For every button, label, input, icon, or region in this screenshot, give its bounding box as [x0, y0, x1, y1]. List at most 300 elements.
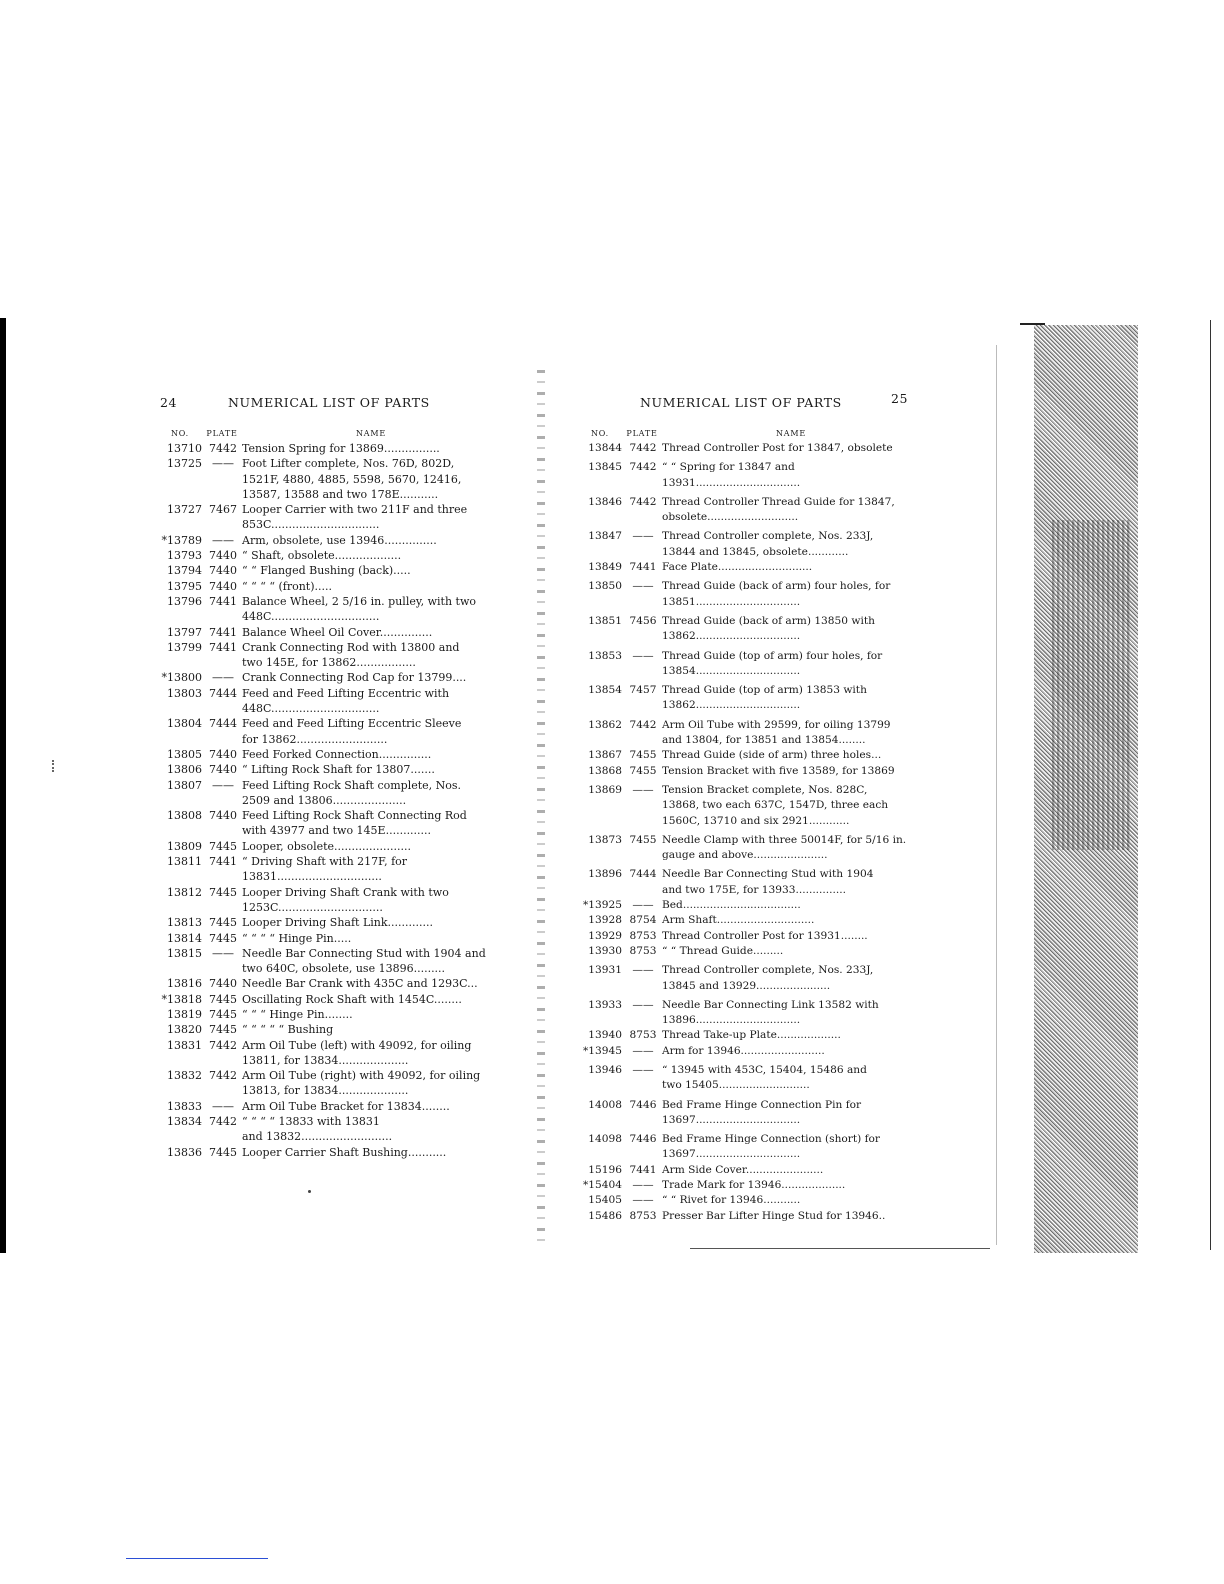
- part-name-line: 13845 and 13929......................: [662, 979, 831, 992]
- table-row: [158, 839, 496, 854]
- plate-number: 7440: [209, 977, 237, 991]
- plate-number: 8753: [629, 1029, 657, 1042]
- part-name-line: Arm Shaft.............................: [662, 914, 815, 927]
- part-name-line: Looper Driving Shaft Crank with two: [242, 885, 449, 899]
- table-row: [158, 502, 496, 533]
- part-name: [242, 762, 496, 777]
- part-name: [662, 441, 916, 456]
- part-name-line: 13896...............................: [662, 1014, 801, 1027]
- part-name-line: Feed Lifting Rock Shaft complete, Nos.: [242, 778, 462, 792]
- part-name: [662, 929, 916, 944]
- part-name: [242, 625, 496, 640]
- part-name: [662, 456, 916, 491]
- plate-number: 7442: [209, 1038, 237, 1052]
- part-name-line: Thread Controller complete, Nos. 233J,: [662, 530, 874, 543]
- plate-number: 8753: [629, 929, 657, 942]
- table-row: [578, 525, 916, 560]
- part-name: [242, 747, 496, 762]
- part-number: 13862: [588, 718, 622, 731]
- part-number: 13873: [588, 833, 622, 846]
- part-number: 13815: [167, 946, 202, 960]
- plate-number: 7440: [209, 747, 237, 761]
- part-number: 13928: [588, 914, 622, 927]
- part-name: [662, 679, 916, 714]
- part-name-line: Presser Bar Lifter Hinge Stud for 13946..: [662, 1209, 886, 1222]
- plate-number: ——: [632, 964, 654, 977]
- plate-number: ——: [632, 530, 654, 543]
- scan-speck: [308, 1190, 311, 1193]
- part-number: 13836: [167, 1145, 202, 1159]
- part-name-line: “ 13945 with 453C, 15404, 15486 and: [662, 1063, 867, 1076]
- table-row: [578, 944, 916, 959]
- plate-number: 7455: [629, 833, 657, 846]
- part-number: 13931: [588, 964, 622, 977]
- part-name-line: Tension Bracket with five 13589, for 13869: [662, 764, 895, 777]
- bottom-link-underline: [126, 1558, 268, 1559]
- part-name-line: Face Plate............................: [662, 561, 813, 574]
- plate-number: 7455: [629, 764, 657, 777]
- plate-number: 7441: [209, 625, 237, 639]
- part-name: [242, 1114, 496, 1145]
- plate-number: ——: [632, 1063, 654, 1076]
- part-name-line: Bed...................................: [662, 899, 801, 912]
- part-name: [662, 645, 916, 680]
- plate-number: 7444: [629, 868, 657, 881]
- part-name-line: two 640C, obsolete, use 13896.........: [242, 962, 446, 976]
- plate-number: 7445: [209, 1007, 237, 1021]
- part-name-line: Thread Controller complete, Nos. 233J,: [662, 964, 874, 977]
- part-name-line: 13844 and 13845, obsolete............: [662, 545, 849, 558]
- part-number: 13727: [167, 503, 202, 517]
- part-name-line: Arm Oil Tube with 29599, for oiling 13799: [662, 718, 891, 731]
- part-name-line: 1521F, 4880, 4885, 5598, 5670, 12416,: [242, 472, 462, 486]
- plate-number: ——: [632, 1194, 654, 1207]
- part-name: [662, 1178, 916, 1193]
- part-number: *13800: [161, 671, 202, 685]
- plate-number: 7445: [209, 885, 237, 899]
- header-name: NAME: [355, 429, 386, 438]
- part-name-line: and 13804, for 13851 and 13854........: [662, 734, 866, 747]
- part-name-line: Looper Driving Shaft Link.............: [242, 916, 434, 930]
- part-number: 13809: [167, 839, 202, 853]
- part-name-line: 1560C, 13710 and six 2921............: [662, 814, 850, 827]
- part-number: 13896: [588, 868, 622, 881]
- plate-number: ——: [632, 1044, 654, 1057]
- part-name-line: 13862...............................: [662, 699, 801, 712]
- part-name-line: 13811, for 13834....................: [242, 1053, 409, 1067]
- part-name-line: “ “ Flanged Bushing (back).....: [242, 564, 411, 578]
- part-number: 15486: [588, 1209, 622, 1222]
- table-row: [578, 748, 916, 763]
- part-name-line: 13697...............................: [662, 1113, 801, 1126]
- table-row: [578, 560, 916, 575]
- table-row: [578, 929, 916, 944]
- part-name-line: Needle Bar Connecting Stud with 1904: [662, 868, 874, 881]
- part-number: 13806: [167, 763, 202, 777]
- plate-number: ——: [212, 671, 234, 685]
- table-row: [578, 610, 916, 645]
- part-name: [662, 764, 916, 779]
- table-row: [158, 762, 496, 777]
- plate-number: ——: [632, 998, 654, 1011]
- part-name: [662, 829, 916, 864]
- part-number: 13819: [167, 1007, 202, 1021]
- plate-number: 7445: [209, 1023, 237, 1037]
- part-name-line: Bed Frame Hinge Connection (short) for: [662, 1133, 880, 1146]
- part-name: [242, 594, 496, 625]
- plate-number: ——: [212, 946, 234, 960]
- part-name-line: Feed and Feed Lifting Eccentric with: [242, 686, 450, 700]
- part-name-line: Needle Clamp with three 50014F, for 5/16 in.: [662, 833, 907, 846]
- part-name: [242, 1145, 496, 1160]
- part-name-line: Looper, obsolete......................: [242, 839, 411, 853]
- part-name: [662, 560, 916, 575]
- table-row: [578, 491, 916, 526]
- table-row: [158, 716, 496, 747]
- header-no: NO.: [590, 429, 610, 438]
- part-name: [242, 1068, 496, 1099]
- table-row: [158, 747, 496, 762]
- part-name-line: and 13832..........................: [242, 1130, 393, 1144]
- header-plate: PLATE: [626, 429, 658, 438]
- part-name-line: Balance Wheel, 2 5/16 in. pulley, with two: [242, 594, 476, 608]
- plate-number: 7442: [629, 718, 657, 731]
- table-row: [578, 779, 916, 829]
- page-edge-line: [996, 345, 997, 1245]
- table-row: [158, 456, 496, 502]
- part-name: [242, 670, 496, 685]
- part-number: 13807: [167, 778, 202, 792]
- part-name-line: Arm for 13946.........................: [662, 1044, 825, 1057]
- part-name-line: Looper Carrier Shaft Bushing...........: [242, 1145, 447, 1159]
- part-number: 13844: [588, 442, 622, 454]
- table-row: [158, 885, 496, 916]
- table-row: [158, 778, 496, 809]
- table-row: [158, 625, 496, 640]
- table-row: [578, 994, 916, 1029]
- part-number: 13793: [167, 549, 202, 563]
- part-number: 13795: [167, 579, 202, 593]
- part-name: [242, 885, 496, 916]
- part-name-line: Thread Guide (top of arm) 13853 with: [662, 684, 867, 697]
- plate-number: 7444: [209, 717, 237, 731]
- table-row: [158, 946, 496, 977]
- part-name: [662, 610, 916, 645]
- part-number: *13818: [161, 992, 202, 1006]
- plate-number: 7445: [209, 931, 237, 945]
- plate-number: 7446: [629, 1098, 657, 1111]
- part-name-line: 13831..............................: [242, 870, 382, 884]
- table-row: [158, 1114, 496, 1145]
- plate-number: ——: [212, 533, 234, 547]
- part-number: 13797: [167, 625, 202, 639]
- plate-number: 7442: [209, 442, 237, 455]
- table-row: [578, 575, 916, 610]
- part-number: 13804: [167, 717, 202, 731]
- part-name-line: Tension Spring for 13869................: [242, 442, 440, 455]
- part-name-line: Foot Lifter complete, Nos. 76D, 802D,: [242, 457, 455, 471]
- plate-number: 7440: [209, 763, 237, 777]
- part-name-line: “ Lifting Rock Shaft for 13807.......: [242, 763, 435, 777]
- part-name-line: Crank Connecting Rod with 13800 and: [242, 640, 460, 654]
- part-name-line: 13862...............................: [662, 630, 801, 643]
- table-row: [578, 898, 916, 913]
- part-name: [242, 1022, 496, 1037]
- part-name-line: Trade Mark for 13946...................: [662, 1179, 846, 1192]
- plate-number: 7445: [209, 839, 237, 853]
- table-row: [158, 441, 496, 456]
- table-row: [158, 1145, 496, 1160]
- right-parts-table: [578, 441, 916, 1224]
- table-row: [158, 915, 496, 930]
- table-row: [158, 594, 496, 625]
- part-name: [242, 579, 496, 594]
- plate-number: 8753: [629, 944, 657, 957]
- scan-noise-dark: [1052, 520, 1132, 850]
- left-page-number: 24: [160, 395, 178, 410]
- part-number: 13799: [167, 640, 202, 654]
- table-row: [578, 1209, 916, 1224]
- plate-number: 7441: [209, 594, 237, 608]
- part-number: *13789: [161, 533, 202, 547]
- part-name: [662, 1059, 916, 1094]
- part-number: 15196: [588, 1163, 622, 1176]
- plate-number: 7440: [209, 549, 237, 563]
- part-name-line: Looper Carrier with two 211F and three: [242, 503, 468, 517]
- plate-number: 7441: [209, 640, 237, 654]
- plate-number: ——: [632, 899, 654, 912]
- part-name-line: 13813, for 13834....................: [242, 1084, 409, 1098]
- part-name-line: Thread Take-up Plate...................: [662, 1029, 841, 1042]
- part-number: 13816: [167, 977, 202, 991]
- part-name: [242, 915, 496, 930]
- part-name-line: Needle Bar Crank with 435C and 1293C...: [242, 977, 478, 991]
- right-page-header: [578, 385, 916, 425]
- part-name-line: “ “ “ “ “ Bushing: [242, 1023, 334, 1037]
- part-name: [242, 563, 496, 578]
- header-plate: PLATE: [206, 429, 238, 438]
- part-number: 13808: [167, 809, 202, 823]
- plate-number: 7446: [629, 1133, 657, 1146]
- part-name: [662, 863, 916, 898]
- plate-number: 7442: [629, 442, 657, 454]
- part-name-line: Arm Oil Tube Bracket for 13834........: [242, 1099, 450, 1113]
- left-page-title: NUMERICAL LIST OF PARTS: [228, 395, 430, 410]
- part-name-line: for 13862..........................: [242, 732, 388, 746]
- part-name-line: 448C...............................: [242, 702, 380, 716]
- part-name: [662, 1209, 916, 1224]
- left-page: [158, 385, 496, 1160]
- part-number: 13845: [588, 461, 622, 474]
- part-name: [242, 976, 496, 991]
- plate-number: 7441: [209, 855, 237, 869]
- part-name: [242, 533, 496, 548]
- plate-number: ——: [632, 783, 654, 796]
- right-column-headers: [578, 425, 916, 441]
- part-name-line: “ “ “ “ 13833 with 13831: [242, 1115, 380, 1129]
- part-name: [242, 931, 496, 946]
- plate-number: 8753: [629, 1209, 657, 1222]
- part-name-line: Thread Controller Post for 13931........: [662, 929, 868, 942]
- plate-number: 7440: [209, 579, 237, 593]
- part-name: [242, 548, 496, 563]
- scan-left-edge: [0, 318, 6, 1253]
- part-name: [242, 1099, 496, 1114]
- part-name-line: Arm Oil Tube (left) with 49092, for oiling: [242, 1038, 472, 1052]
- part-name-line: Tension Bracket complete, Nos. 828C,: [662, 783, 868, 796]
- part-name-line: “ Shaft, obsolete...................: [242, 549, 402, 563]
- part-name-line: 13854...............................: [662, 664, 801, 677]
- plate-number: ——: [212, 457, 234, 471]
- part-name-line: Thread Controller Post for 13847, obsolete: [662, 442, 893, 454]
- plate-number: 7442: [629, 495, 657, 508]
- part-name: [242, 716, 496, 747]
- table-row: [158, 1038, 496, 1069]
- plate-number: ——: [632, 1179, 654, 1192]
- table-row: [158, 992, 496, 1007]
- plate-number: 8754: [629, 914, 657, 927]
- part-name-line: with 43977 and two 145E.............: [242, 824, 432, 838]
- part-number: 13811: [167, 855, 202, 869]
- page-bottom-rule: [690, 1248, 990, 1249]
- table-row: [578, 645, 916, 680]
- left-parts-table: [158, 441, 496, 1160]
- table-row: [158, 1022, 496, 1037]
- part-name: [242, 1038, 496, 1069]
- part-name-line: Arm Side Cover.......................: [662, 1163, 824, 1176]
- part-number: 13940: [588, 1029, 622, 1042]
- part-name-line: 853C...............................: [242, 518, 380, 532]
- part-name: [662, 779, 916, 829]
- table-row: [158, 1068, 496, 1099]
- plate-number: 7441: [629, 1163, 657, 1176]
- part-number: 13831: [167, 1038, 202, 1052]
- part-number: 13803: [167, 686, 202, 700]
- part-name: [662, 1193, 916, 1208]
- part-number: *13925: [583, 899, 622, 912]
- plate-number: 7442: [209, 1069, 237, 1083]
- part-name: [662, 1028, 916, 1043]
- part-name-line: gauge and above......................: [662, 849, 828, 862]
- part-number: 13805: [167, 747, 202, 761]
- table-row: [158, 808, 496, 839]
- table-row: [158, 854, 496, 885]
- part-name: [662, 1094, 916, 1129]
- part-name: [662, 959, 916, 994]
- table-row: [158, 548, 496, 563]
- table-row: [578, 829, 916, 864]
- table-row: [158, 579, 496, 594]
- part-name-line: 13851...............................: [662, 595, 801, 608]
- table-row: [578, 679, 916, 714]
- part-name-line: “ “ Spring for 13847 and: [662, 461, 795, 474]
- table-row: [578, 863, 916, 898]
- part-name: [242, 441, 496, 456]
- part-number: 13794: [167, 564, 202, 578]
- part-number: 13813: [167, 916, 202, 930]
- part-name-line: 2509 and 13806.....................: [242, 793, 407, 807]
- part-number: 13930: [588, 944, 622, 957]
- part-name: [242, 992, 496, 1007]
- plate-number: 7455: [629, 749, 657, 762]
- part-name: [242, 456, 496, 502]
- part-number: 13946: [588, 1063, 622, 1076]
- part-name-line: two 145E, for 13862.................: [242, 656, 416, 670]
- part-number: 13849: [588, 561, 622, 574]
- part-name: [662, 1128, 916, 1163]
- part-number: 13796: [167, 594, 202, 608]
- part-number: 14098: [588, 1133, 622, 1146]
- plate-number: 7457: [629, 684, 657, 697]
- part-number: 13933: [588, 998, 622, 1011]
- plate-number: 7445: [209, 992, 237, 1006]
- table-row: [578, 714, 916, 749]
- part-name-line: Needle Bar Connecting Link 13582 with: [662, 998, 879, 1011]
- part-number: 13846: [588, 495, 622, 508]
- part-name-line: two 15405...........................: [662, 1079, 810, 1092]
- part-name-line: 13931...............................: [662, 476, 801, 489]
- table-row: [578, 959, 916, 994]
- plate-number: 7442: [629, 461, 657, 474]
- plate-number: ——: [632, 580, 654, 593]
- plate-number: 7445: [209, 916, 237, 930]
- part-name: [242, 946, 496, 977]
- part-number: 13832: [167, 1069, 202, 1083]
- part-number: 13847: [588, 530, 622, 543]
- part-number: 13854: [588, 684, 622, 697]
- book-gutter: [537, 370, 545, 1250]
- part-number: 13834: [167, 1115, 202, 1129]
- part-name: [242, 854, 496, 885]
- part-name-line: Thread Guide (side of arm) three holes...: [662, 749, 882, 762]
- part-name-line: “ Driving Shaft with 217F, for: [242, 855, 408, 869]
- scan-right-edge: [1210, 320, 1211, 1250]
- plate-number: 7456: [629, 614, 657, 627]
- part-number: 14008: [588, 1098, 622, 1111]
- plate-number: ——: [212, 778, 234, 792]
- part-name-line: Feed Lifting Rock Shaft Connecting Rod: [242, 809, 467, 823]
- part-name: [662, 1044, 916, 1059]
- part-name: [662, 898, 916, 913]
- table-row: [578, 1059, 916, 1094]
- table-row: [158, 931, 496, 946]
- plate-number: 7445: [209, 1145, 237, 1159]
- table-row: [578, 913, 916, 928]
- part-number: 13820: [167, 1023, 202, 1037]
- part-name-line: 13697...............................: [662, 1148, 801, 1161]
- part-number: 13814: [167, 931, 202, 945]
- table-row: [578, 1094, 916, 1129]
- table-row: [578, 1193, 916, 1208]
- table-row: [158, 976, 496, 991]
- table-row: [158, 1007, 496, 1022]
- part-name-line: Balance Wheel Oil Cover...............: [242, 625, 433, 639]
- table-row: [158, 563, 496, 578]
- part-name-line: Needle Bar Connecting Stud with 1904 and: [242, 946, 486, 960]
- table-row: [578, 1163, 916, 1178]
- part-name-line: “ “ “ Hinge Pin........: [242, 1007, 353, 1021]
- part-name-line: Crank Connecting Rod Cap for 13799....: [242, 671, 467, 685]
- plate-number: ——: [632, 649, 654, 662]
- part-name-line: “ “ “ “ Hinge Pin.....: [242, 931, 352, 945]
- table-row: [158, 533, 496, 548]
- left-page-header: [158, 385, 496, 425]
- part-name: [662, 913, 916, 928]
- part-name: [662, 575, 916, 610]
- part-name: [662, 748, 916, 763]
- table-row: [158, 670, 496, 685]
- part-name-line: obsolete...........................: [662, 511, 799, 524]
